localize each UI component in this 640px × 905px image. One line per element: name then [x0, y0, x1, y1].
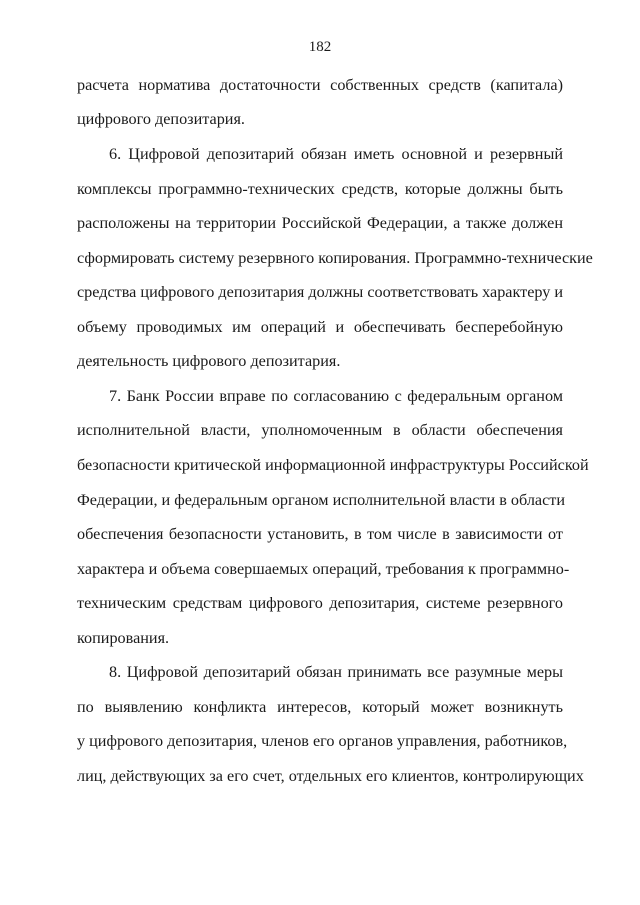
paragraph-7-first-line: 7. Банк России вправе по согласованию с федеральным органом: [109, 387, 563, 405]
text-line: безопасности критической информационной инфраструктуры Российской: [77, 456, 589, 474]
text-line: цифрового депозитария.: [77, 110, 245, 128]
paragraph-8-first-line: 8. Цифровой депозитарий обязан принимать все разумные меры: [109, 663, 563, 681]
text-line: средства цифрового депозитария должны соответствовать характеру и: [77, 283, 564, 301]
text-line: расположены на территории Российской Федерации, а также должен: [77, 214, 563, 232]
text-line: Федерации, и федеральным органом исполнительной власти в области: [77, 491, 566, 509]
text-line: расчета норматива достаточности собственных средств (капитала): [77, 76, 563, 94]
paragraph-6-first-line: 6. Цифровой депозитарий обязан иметь основной и резервный: [109, 145, 563, 163]
text-line: обеспечения безопасности установить, в том числе в зависимости от: [77, 525, 563, 543]
text-line: объему проводимых им операций и обеспечивать бесперебойную: [77, 318, 563, 336]
text-line: исполнительной власти, уполномоченным в области обеспечения: [77, 421, 563, 439]
text-line: по выявлению конфликта интересов, который может возникнуть: [77, 698, 563, 716]
text-line: техническим средствам цифрового депозитария, системе резервного: [77, 594, 563, 612]
text-line: сформировать систему резервного копирования. Программно-технические: [77, 249, 593, 267]
text-line: комплексы программно-технических средств, которые должны быть: [77, 180, 563, 198]
text-line: у цифрового депозитария, членов его органов управления, работников,: [77, 732, 568, 750]
text-line: лиц, действующих за его счет, отдельных его клиентов, контролирующих: [77, 767, 584, 785]
text-line: деятельность цифрового депозитария.: [77, 352, 341, 370]
text-line: характера и объема совершаемых операций, требования к программно-: [77, 560, 570, 578]
text-line: копирования.: [77, 629, 170, 647]
page-number: 182: [308, 39, 332, 55]
